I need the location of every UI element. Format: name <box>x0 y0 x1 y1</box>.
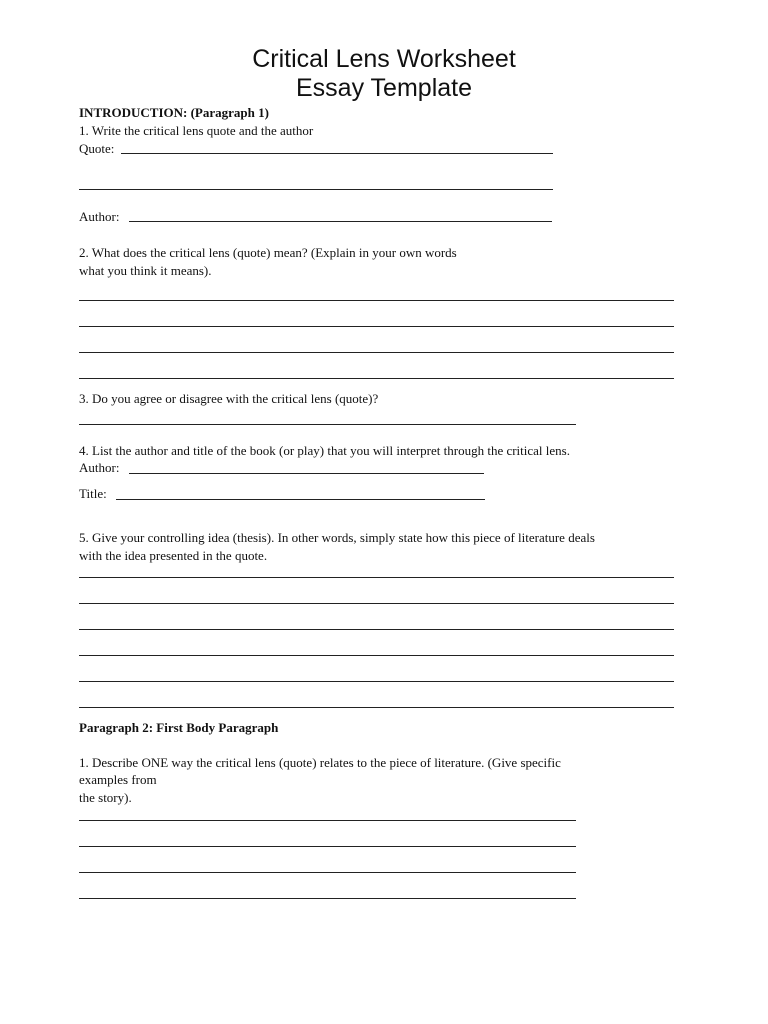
intro-heading: INTRODUCTION: (Paragraph 1) <box>79 105 269 120</box>
answer-line[interactable] <box>79 629 674 630</box>
answer-line[interactable] <box>79 603 674 604</box>
answer-line[interactable] <box>79 424 576 425</box>
answer-line[interactable] <box>79 326 674 327</box>
paragraph-2-question-1-line2: examples from <box>79 772 157 787</box>
answer-line[interactable] <box>79 655 674 656</box>
answer-line[interactable] <box>79 846 576 847</box>
answer-line[interactable] <box>79 378 674 379</box>
intro-question-5-line2: with the idea presented in the quote. <box>79 548 268 563</box>
book-title-label: Title: <box>79 486 107 501</box>
answer-line[interactable] <box>79 707 674 708</box>
intro-question-2-line2: what you think it means). <box>79 263 212 278</box>
answer-line[interactable] <box>79 872 576 873</box>
intro-question-2-line1: 2. What does the critical lens (quote) mean? (Explain in your own words <box>79 245 457 260</box>
intro-question-3: 3. Do you agree or disagree with the critical lens (quote)? <box>79 391 379 406</box>
answer-line[interactable] <box>79 681 674 682</box>
book-title-answer-line[interactable] <box>116 499 485 500</box>
book-author-answer-line[interactable] <box>129 473 484 474</box>
intro-question-5-line1: 5. Give your controlling idea (thesis). In other words, simply state how this piece of literature deals <box>79 530 595 545</box>
quote-answer-line[interactable] <box>121 153 553 154</box>
author-label: Author: <box>79 209 120 224</box>
book-author-label: Author: <box>79 460 120 475</box>
page-title: Critical Lens Worksheet <box>252 45 516 73</box>
paragraph-2-question-1-line1: 1. Describe ONE way the critical lens (quote) relates to the piece of literature. (Give specific <box>79 755 561 770</box>
answer-line[interactable] <box>79 352 674 353</box>
answer-line[interactable] <box>79 898 576 899</box>
paragraph-2-question-1-line3: the story). <box>79 790 132 805</box>
answer-line[interactable] <box>79 577 674 578</box>
answer-line[interactable] <box>79 300 674 301</box>
intro-question-1: 1. Write the critical lens quote and the author <box>79 123 314 138</box>
answer-line[interactable] <box>79 820 576 821</box>
paragraph-2-heading: Paragraph 2: First Body Paragraph <box>79 720 279 735</box>
quote-answer-line[interactable] <box>79 189 553 190</box>
page-subtitle: Essay Template <box>295 74 472 102</box>
intro-question-4: 4. List the author and title of the book (or play) that you will interpret through the critical lens. <box>79 443 570 458</box>
quote-label: Quote: <box>79 141 115 156</box>
author-answer-line[interactable] <box>129 221 552 222</box>
